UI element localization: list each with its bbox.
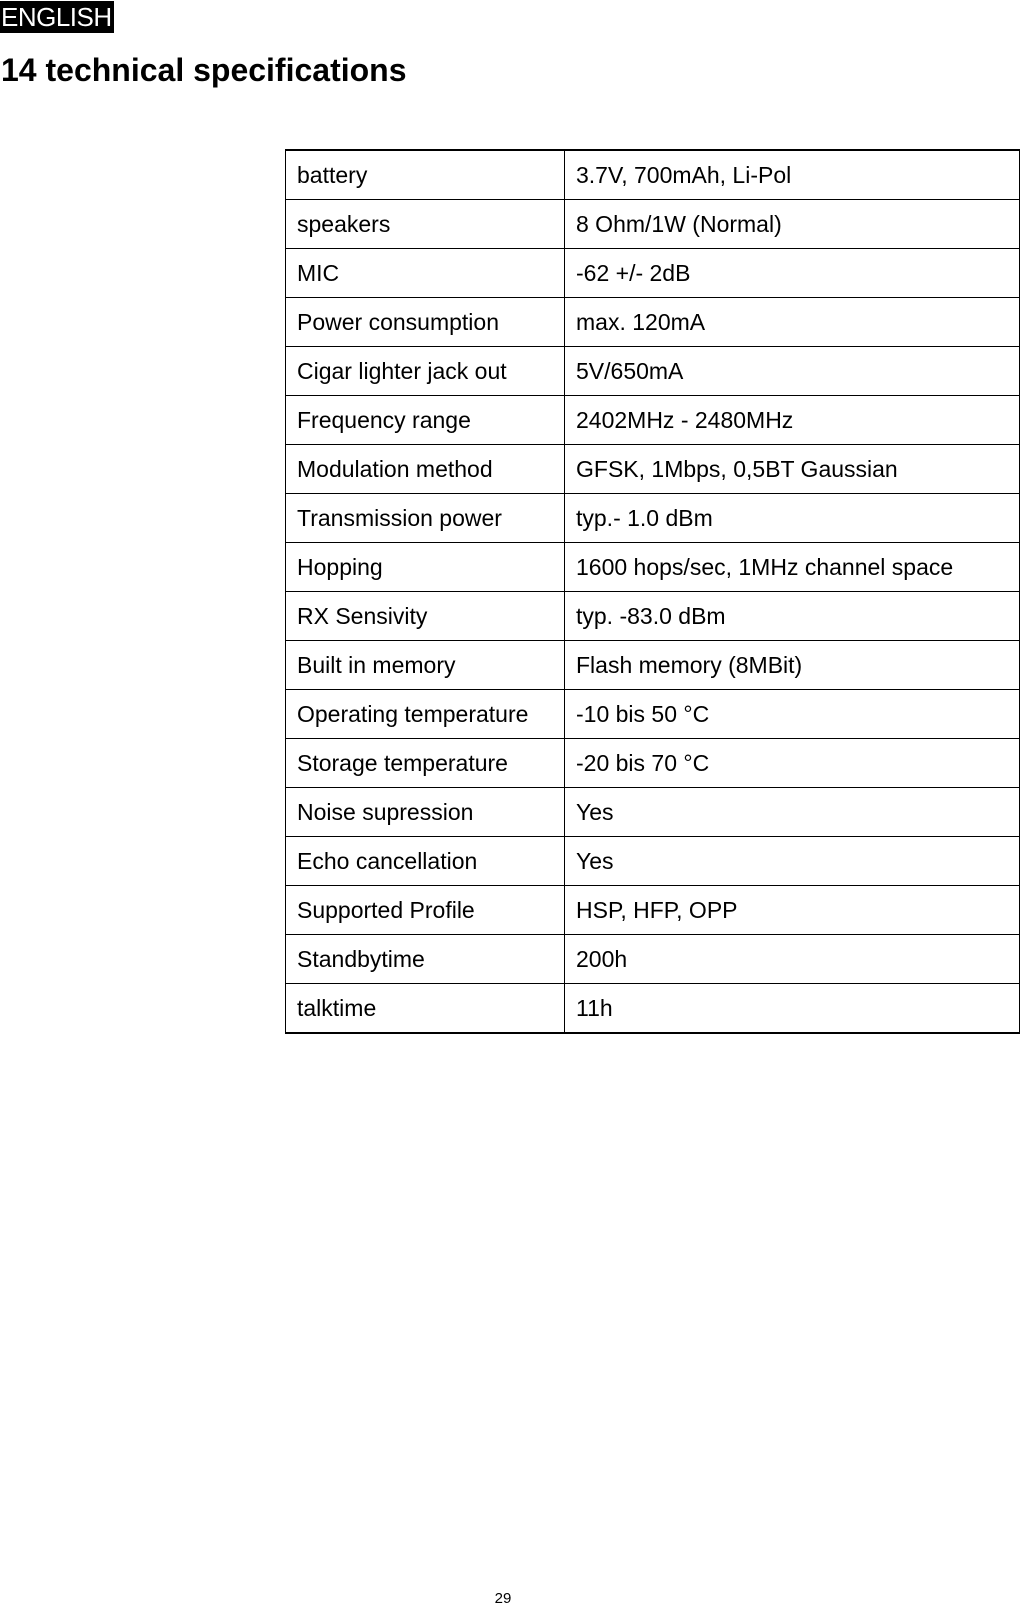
spec-value: -62 +/- 2dB (565, 249, 1020, 298)
spec-label: Transmission power (286, 494, 565, 543)
spec-row-frequency-range (286, 396, 1020, 445)
spec-label: talktime (286, 984, 565, 1034)
spec-label: speakers (286, 200, 565, 249)
spec-row-storage-temperature (286, 739, 1020, 788)
spec-label: Power consumption (286, 298, 565, 347)
spec-value: 5V/650mA (565, 347, 1020, 396)
spec-label: Noise supression (286, 788, 565, 837)
spec-value: typ.- 1.0 dBm (565, 494, 1020, 543)
spec-row-power-consumption (286, 298, 1020, 347)
spec-value: 8 Ohm/1W (Normal) (565, 200, 1020, 249)
spec-label: Storage temperature (286, 739, 565, 788)
spec-value: 2402MHz - 2480MHz (565, 396, 1020, 445)
spec-row-built-in-memory (286, 641, 1020, 690)
spec-value: Yes (565, 837, 1020, 886)
spec-value: 11h (565, 984, 1020, 1034)
spec-row-echo-cancellation (286, 837, 1020, 886)
spec-label: Supported Profile (286, 886, 565, 935)
page-number: 29 (494, 1590, 512, 1607)
spec-label: Built in memory (286, 641, 565, 690)
spec-row-modulation-method (286, 445, 1020, 494)
specifications-table (285, 149, 1020, 1034)
spec-label: Standbytime (286, 935, 565, 984)
spec-row-noise-supression (286, 788, 1020, 837)
spec-label: Modulation method (286, 445, 565, 494)
spec-row-supported-profile (286, 886, 1020, 935)
spec-value: Flash memory (8MBit) (565, 641, 1020, 690)
spec-label: Cigar lighter jack out (286, 347, 565, 396)
spec-row-transmission-power (286, 494, 1020, 543)
spec-row-talktime (286, 984, 1020, 1034)
spec-row-speakers (286, 200, 1020, 249)
page-title: 14 technical specifications (1, 52, 407, 88)
spec-label: battery (286, 150, 565, 200)
spec-value: -20 bis 70 °C (565, 739, 1020, 788)
spec-row-rx-sensivity (286, 592, 1020, 641)
spec-value: 200h (565, 935, 1020, 984)
spec-label: MIC (286, 249, 565, 298)
spec-label: RX Sensivity (286, 592, 565, 641)
spec-label: Hopping (286, 543, 565, 592)
spec-value: typ. -83.0 dBm (565, 592, 1020, 641)
spec-value: HSP, HFP, OPP (565, 886, 1020, 935)
spec-value: max. 120mA (565, 298, 1020, 347)
spec-row-hopping (286, 543, 1020, 592)
spec-label: Frequency range (286, 396, 565, 445)
language-badge: ENGLISH (1, 2, 112, 32)
spec-value: -10 bis 50 °C (565, 690, 1020, 739)
spec-label: Echo cancellation (286, 837, 565, 886)
spec-row-mic (286, 249, 1020, 298)
spec-value: Yes (565, 788, 1020, 837)
spec-row-operating-temperature (286, 690, 1020, 739)
spec-row-cigar-lighter-jack (286, 347, 1020, 396)
spec-value: 3.7V, 700mAh, Li-Pol (565, 150, 1020, 200)
spec-row-standbytime (286, 935, 1020, 984)
spec-label: Operating temperature (286, 690, 565, 739)
spec-value: 1600 hops/sec, 1MHz channel space (565, 543, 1020, 592)
spec-value: GFSK, 1Mbps, 0,5BT Gaussian (565, 445, 1020, 494)
spec-row-battery (286, 150, 1020, 200)
